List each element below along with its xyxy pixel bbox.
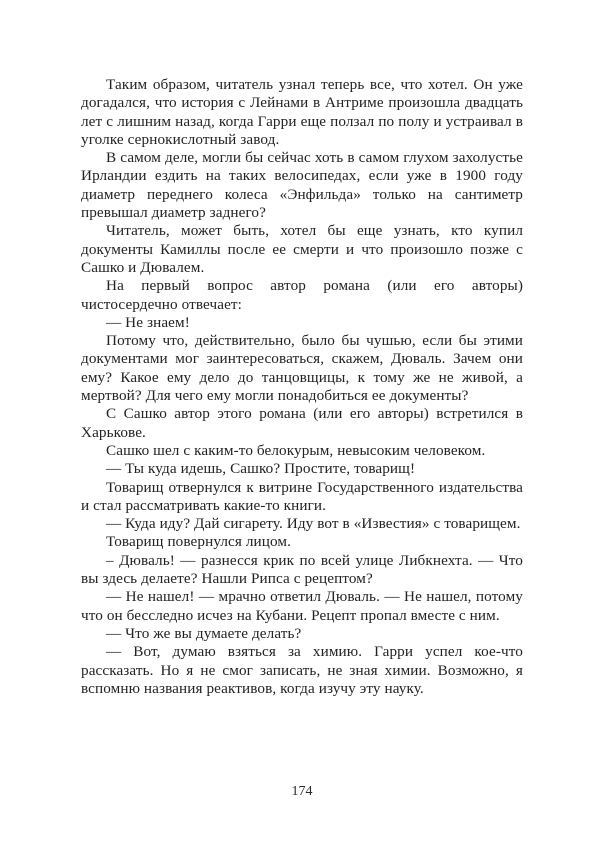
paragraph: Товарищ отвернулся к витрине Государственного издательства и стал рассматривать какие-то книги. xyxy=(81,478,523,514)
paragraph: — Что же вы думаете делать? xyxy=(106,624,302,642)
paragraph: Читатель, может быть, хотел бы еще узнать, кто купил документы Камиллы после ее смерти и что произошло позже с Сашко и Дювалем. xyxy=(81,222,523,276)
paragraph: — Ты куда идешь, Сашко? Простите, товарищ! xyxy=(106,460,416,478)
paragraph: Таким образом, читатель узнал теперь все, что хотел. Он уже догадался, что история с Лейнами в Антриме произошла двадцать лет с лишним назад, когда Гарри еще ползал по полу и устраивал в уголке сернокислотный завод. xyxy=(81,76,523,148)
paragraph: — Вот, думаю взяться за химию. Гарри успел кое-что рассказать. Но я не смог записать, не зная химии. Возможно, я вспомню названия реактивов, когда изучу эту науку. xyxy=(81,643,523,697)
paragraph: — Не нашел! — мрачно ответил Дюваль. — Не нашел, потому что он бесследно исчез на Кубани. Рецепт пропал вместе с ним. xyxy=(81,588,523,624)
paragraph: Сашко шел с каким-то белокурым, невысоким человеком. xyxy=(106,441,486,459)
paragraph: – Дюваль! — разнесся крик по всей улице Либкнехта. — Что вы здесь делаете? Нашли Рипса с рецептом? xyxy=(81,551,523,588)
paragraph: С Сашко автор этого романа (или его авторы) встретился в Харькове. xyxy=(81,405,523,441)
paragraph: Товарищ повернулся лицом. xyxy=(106,533,291,551)
paragraph: На первый вопрос автор романа (или его авторы) чистосердечно отвечает: xyxy=(81,277,523,313)
paragraph: — Куда иду? Дай сигарету. Иду вот в «Известия» с товарищем. xyxy=(106,515,521,533)
page-text xyxy=(81,76,523,698)
page-number: 174 xyxy=(291,784,313,799)
paragraph: — Не знаем! xyxy=(106,313,190,331)
paragraph: В самом деле, могли бы сейчас хоть в самом глухом захолустье Ирландии ездить на таких велосипедах, если уже в 1900 году диаметр переднего колеса «Энфильда» только на сантиметр превышал диаметр заднего? xyxy=(81,149,523,222)
paragraph: Потому что, действительно, было бы чушью, если бы этими документами мог заинтересоваться, скажем, Дюваль. Зачем они ему? Какое ему дело до танцовщицы, к тому же не живой, а мертвой? Для чего ему могли понадобиться ее документы? xyxy=(81,332,523,405)
